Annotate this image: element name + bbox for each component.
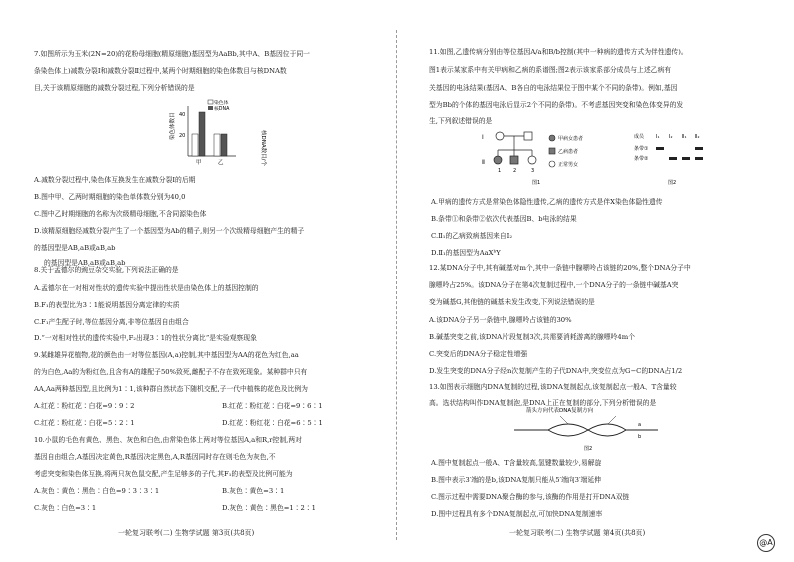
bar-甲-染色体 — [192, 134, 198, 156]
q7-option: 的基因型是AB,aB或aB,ab — [44, 259, 126, 267]
header-II2: Ⅱ₂ — [695, 134, 700, 140]
legend-affected-female — [549, 135, 555, 141]
q13-option: B.图中表示3′端的是b,该DNA复制只能从5′端向3′端延伸 — [431, 476, 601, 484]
chart-xtick-jia: 甲 — [196, 160, 202, 166]
gen-label-2: Ⅱ — [482, 159, 485, 166]
header-I2: Ⅰ₂ — [669, 134, 673, 140]
electrophoresis-figure — [632, 128, 712, 188]
q12-stem: 12.某DNA分子中,其有碱基对m个,其中一条链中腺嘌呤占该链的20%,整个DNA分子中 — [429, 264, 691, 272]
q10-option: A.灰色∶黄色∶黑色∶白色=9∶3∶3∶1 — [34, 487, 160, 495]
fig3-mark-a: a — [638, 422, 642, 428]
band — [669, 157, 677, 160]
q10-option: C.灰色∶白色=3∶1 — [34, 504, 97, 512]
q11-option: B.条带①和条带②依次代表基因B、b电泳的结果 — [431, 215, 577, 223]
dna-replication-figure — [508, 404, 668, 452]
q8-stem: 8.关于孟德尔的豌豆杂交实验,下列说法正确的是 — [34, 266, 179, 274]
q12-option: D.发生突变的DNA分子经n次复制产生的子代DNA中,突变位点为G−C的DNA占1/2 — [429, 367, 683, 375]
band — [682, 157, 690, 160]
q12-option: C.突变后的DNA分子稳定性增强 — [429, 350, 528, 358]
q9-stem: 的为白色,Aa的为粉红色,且含有A的雄配子50%致死,雌配子不存在致死现象。某种群中只有 — [34, 368, 308, 376]
q8-option: D.“一对相对性状的遗传实验中,F₂出现3∶1的性状分离比”是实验观察现象 — [34, 334, 257, 342]
q11-stem: 生,下列叙述错误的是 — [429, 117, 493, 125]
II2-affected — [510, 156, 518, 164]
q11-stem: 11.如图,乙遗传病分别由等位基因A/a和B/b控制(其中一种病的遗传方式为伴性遗传)。 — [429, 48, 688, 56]
legend-affected — [549, 148, 555, 154]
legend-swatch-dna — [208, 106, 213, 110]
chart-ytick-40: 40 — [179, 112, 186, 118]
q8-option: B.F₁的表型比为3∶1能说明基因分离定律的实质 — [34, 301, 180, 309]
q11-option: C.Ⅱ₁的乙病致病基因来自Ⅰ₂ — [431, 232, 513, 240]
q9-option: C.红花∶粉红花∶白花=5∶2∶1 — [34, 419, 135, 427]
q10-stem: 10.小鼠的毛色有黄色、黑色、灰色和白色,由常染色体上两对等位基因A,a和R,r控制,两对 — [34, 436, 302, 444]
fig3-caption: 图2 — [584, 446, 593, 452]
legend-dna: 核DNA — [214, 107, 230, 112]
band — [695, 157, 703, 160]
fig2-caption: 图2 — [668, 180, 677, 186]
q12-option: B.碱基突变之前,该DNA片段复制3次,共需要消耗游离的腺嘌呤4m个 — [429, 333, 635, 341]
fig3-mark-b: b — [638, 434, 642, 440]
q8-option: A.孟德尔在一对相对性状的遗传实验中提出性状是由染色体上的基因控制的 — [34, 284, 259, 292]
q11-stem: 图1表示某家系中有关甲病和乙病的系谱图;图2表示该家系部分成员与上述乙病有 — [429, 66, 672, 74]
q8-option: C.F₁产生配子时,等位基因分离,非等位基因自由组合 — [34, 318, 189, 326]
legend-swatch-chromosome — [208, 100, 213, 104]
II1-affected — [494, 156, 502, 164]
chart-ylabel-left: 染色体数目 — [170, 112, 176, 140]
q7-stem: 7.如图所示为玉米(2N=20)的花粉母细胞(精原细胞)基因型为AaBb,其中A、B基因位于同一 — [34, 50, 310, 58]
bar-甲-核DNA — [199, 112, 205, 156]
q10-option: B.灰色∶黄色=3∶1 — [222, 487, 285, 495]
q13-option: D.图中过程具有多个DNA复制起点,可加快DNA复制速率 — [431, 510, 603, 518]
q7-option: C.图中乙时期细胞的名称为次级精母细胞,不含同源染色体 — [34, 210, 207, 218]
page-badge: @A — [757, 534, 775, 552]
num-1: 1 — [498, 168, 502, 174]
q7-option: A.减数分裂过程中,染色体互换发生在减数分裂Ⅰ的后期 — [34, 176, 196, 184]
q7-option: B.图中甲、乙两时期细胞的染色单体数分别为40,0 — [34, 193, 186, 201]
row-band2: 条带② — [634, 156, 649, 162]
q13-option: C.图示过程中需要DNA聚合酶的参与,该酶的作用是打开DNA双链 — [431, 493, 630, 501]
q10-stem: 考虑突变和染色体互换,将两只灰色鼠交配,产生足够多的子代,其F₁的表型及比例可能为 — [34, 470, 293, 478]
footer-left: 一轮复习联考(二) 生物学试题 第3页(共8页) — [118, 529, 255, 537]
bar-乙-染色体 — [214, 134, 220, 156]
chart-xtick-yi: 乙 — [218, 160, 224, 166]
num-2: 2 — [513, 168, 517, 174]
q7-option: D.该精原细胞经减数分裂产生了一个基因型为Ab的精子,则另一个次级精母细胞产生的精子 — [34, 227, 305, 235]
q12-stem: 腺嘌呤占25%。该DNA分子在第4次复制过程中,一个DNA分子的一条链中碱基A突 — [429, 281, 679, 289]
q9-stem: 9.某雌雄异花植物,花的颜色由一对等位基因(A,a)控制,其中基因型为AA的花色为红色,aa — [34, 351, 299, 359]
q13-stem: 13.如图表示细胞内DNA复制的过程,该DNA复制起点,该复制起点一般A、T含量较 — [429, 383, 677, 391]
II3-normal — [528, 156, 536, 164]
band — [656, 147, 664, 150]
q7-bar-chart — [170, 98, 266, 170]
chart-ylabel-right: 核DNA数目/个 — [260, 130, 266, 166]
page-fold — [396, 30, 397, 540]
q7-stem: 条染色体上)减数分裂Ⅰ和减数分裂Ⅱ过程中,某两个时期细胞的染色体数目与核DNA数 — [34, 67, 287, 75]
legend-2: 乙病患者 — [558, 149, 579, 155]
q12-stem: 变为碱基G,其他链的碱基未发生改变,下列说法错误的是 — [429, 298, 595, 306]
q12-option: A.该DNA分子另一条链中,腺嘌呤占该链的30% — [429, 316, 572, 324]
q9-stem: AA,Aa两种基因型,且比例为1∶1,该种群自然状态下随机交配,子一代中植株的花色及比例为 — [34, 385, 308, 393]
fig3-top-label: 箭头方向代表DNA复制方向 — [526, 408, 594, 414]
row-band1: 条带① — [634, 146, 649, 152]
legend-chromosome: 染色体 — [214, 101, 229, 106]
footer-right: 一轮复习联考(二) 生物学试题 第4页(共8页) — [509, 529, 646, 537]
q9-option: B.红花∶粉红花∶白花=9∶6∶1 — [222, 402, 323, 410]
gen-label-1: Ⅰ — [482, 134, 484, 141]
right-page — [397, 0, 794, 562]
pedigree-figure — [480, 128, 598, 188]
q13-stem: 高。选状结构叫作DNA复制泡,是DNA上正在复制的部分,下列分析错误的是 — [429, 399, 657, 407]
header-II1: Ⅱ₁ — [682, 134, 687, 140]
q10-stem: 基因自由组合,A基因决定黄色,R基因决定黑色,A,R基因同时存在则毛色为灰色,不 — [34, 453, 276, 461]
header-I1: Ⅰ₁ — [656, 134, 660, 140]
legend-normal — [549, 161, 555, 167]
q11-option: A.甲病的遗传方式是常染色体隐性遗传,乙病的遗传方式是伴X染色体隐性遗传 — [431, 198, 663, 206]
q9-option: D.红花∶粉红花∶白花=6∶5∶1 — [222, 419, 323, 427]
q9-option: A.红花∶粉红花∶白花=9∶9∶2 — [34, 402, 135, 410]
band — [695, 147, 703, 150]
I1-female — [496, 132, 504, 140]
I2-male — [524, 132, 532, 140]
legend-1: 甲病女患者 — [558, 136, 584, 142]
header-member: 成员 — [634, 134, 645, 140]
q11-stem: 型为Bb的个体的基因电泳后显示2个不同的条带)。不考虑基因突变和染色体变异的发 — [429, 101, 684, 109]
legend-3: 正常男女 — [558, 162, 579, 168]
chart-ytick-20: 20 — [179, 133, 186, 139]
q10-option: D.灰色∶黄色∶黑色=1∶2∶1 — [222, 504, 317, 512]
q13-option: A.图中复制起点一般A、T含量较高,氢键数量较少,易解旋 — [431, 459, 602, 467]
bar-乙-核DNA — [221, 134, 227, 156]
q11-option: D.Ⅱ₁的基因型为AaXᵇY — [431, 249, 501, 257]
num-3: 3 — [531, 168, 535, 174]
q11-stem: 关基因的电泳结果(基因A、B各自的电泳结果位于图中某个不同的条带)。例如,基因 — [429, 84, 678, 92]
fig1-caption: 图1 — [532, 180, 541, 186]
q7-option: 的基因型是AB,aB或aB,ab — [34, 244, 116, 252]
q7-stem: 目,关于该精原细胞的减数分裂过程,下列分析错误的是 — [34, 84, 195, 92]
